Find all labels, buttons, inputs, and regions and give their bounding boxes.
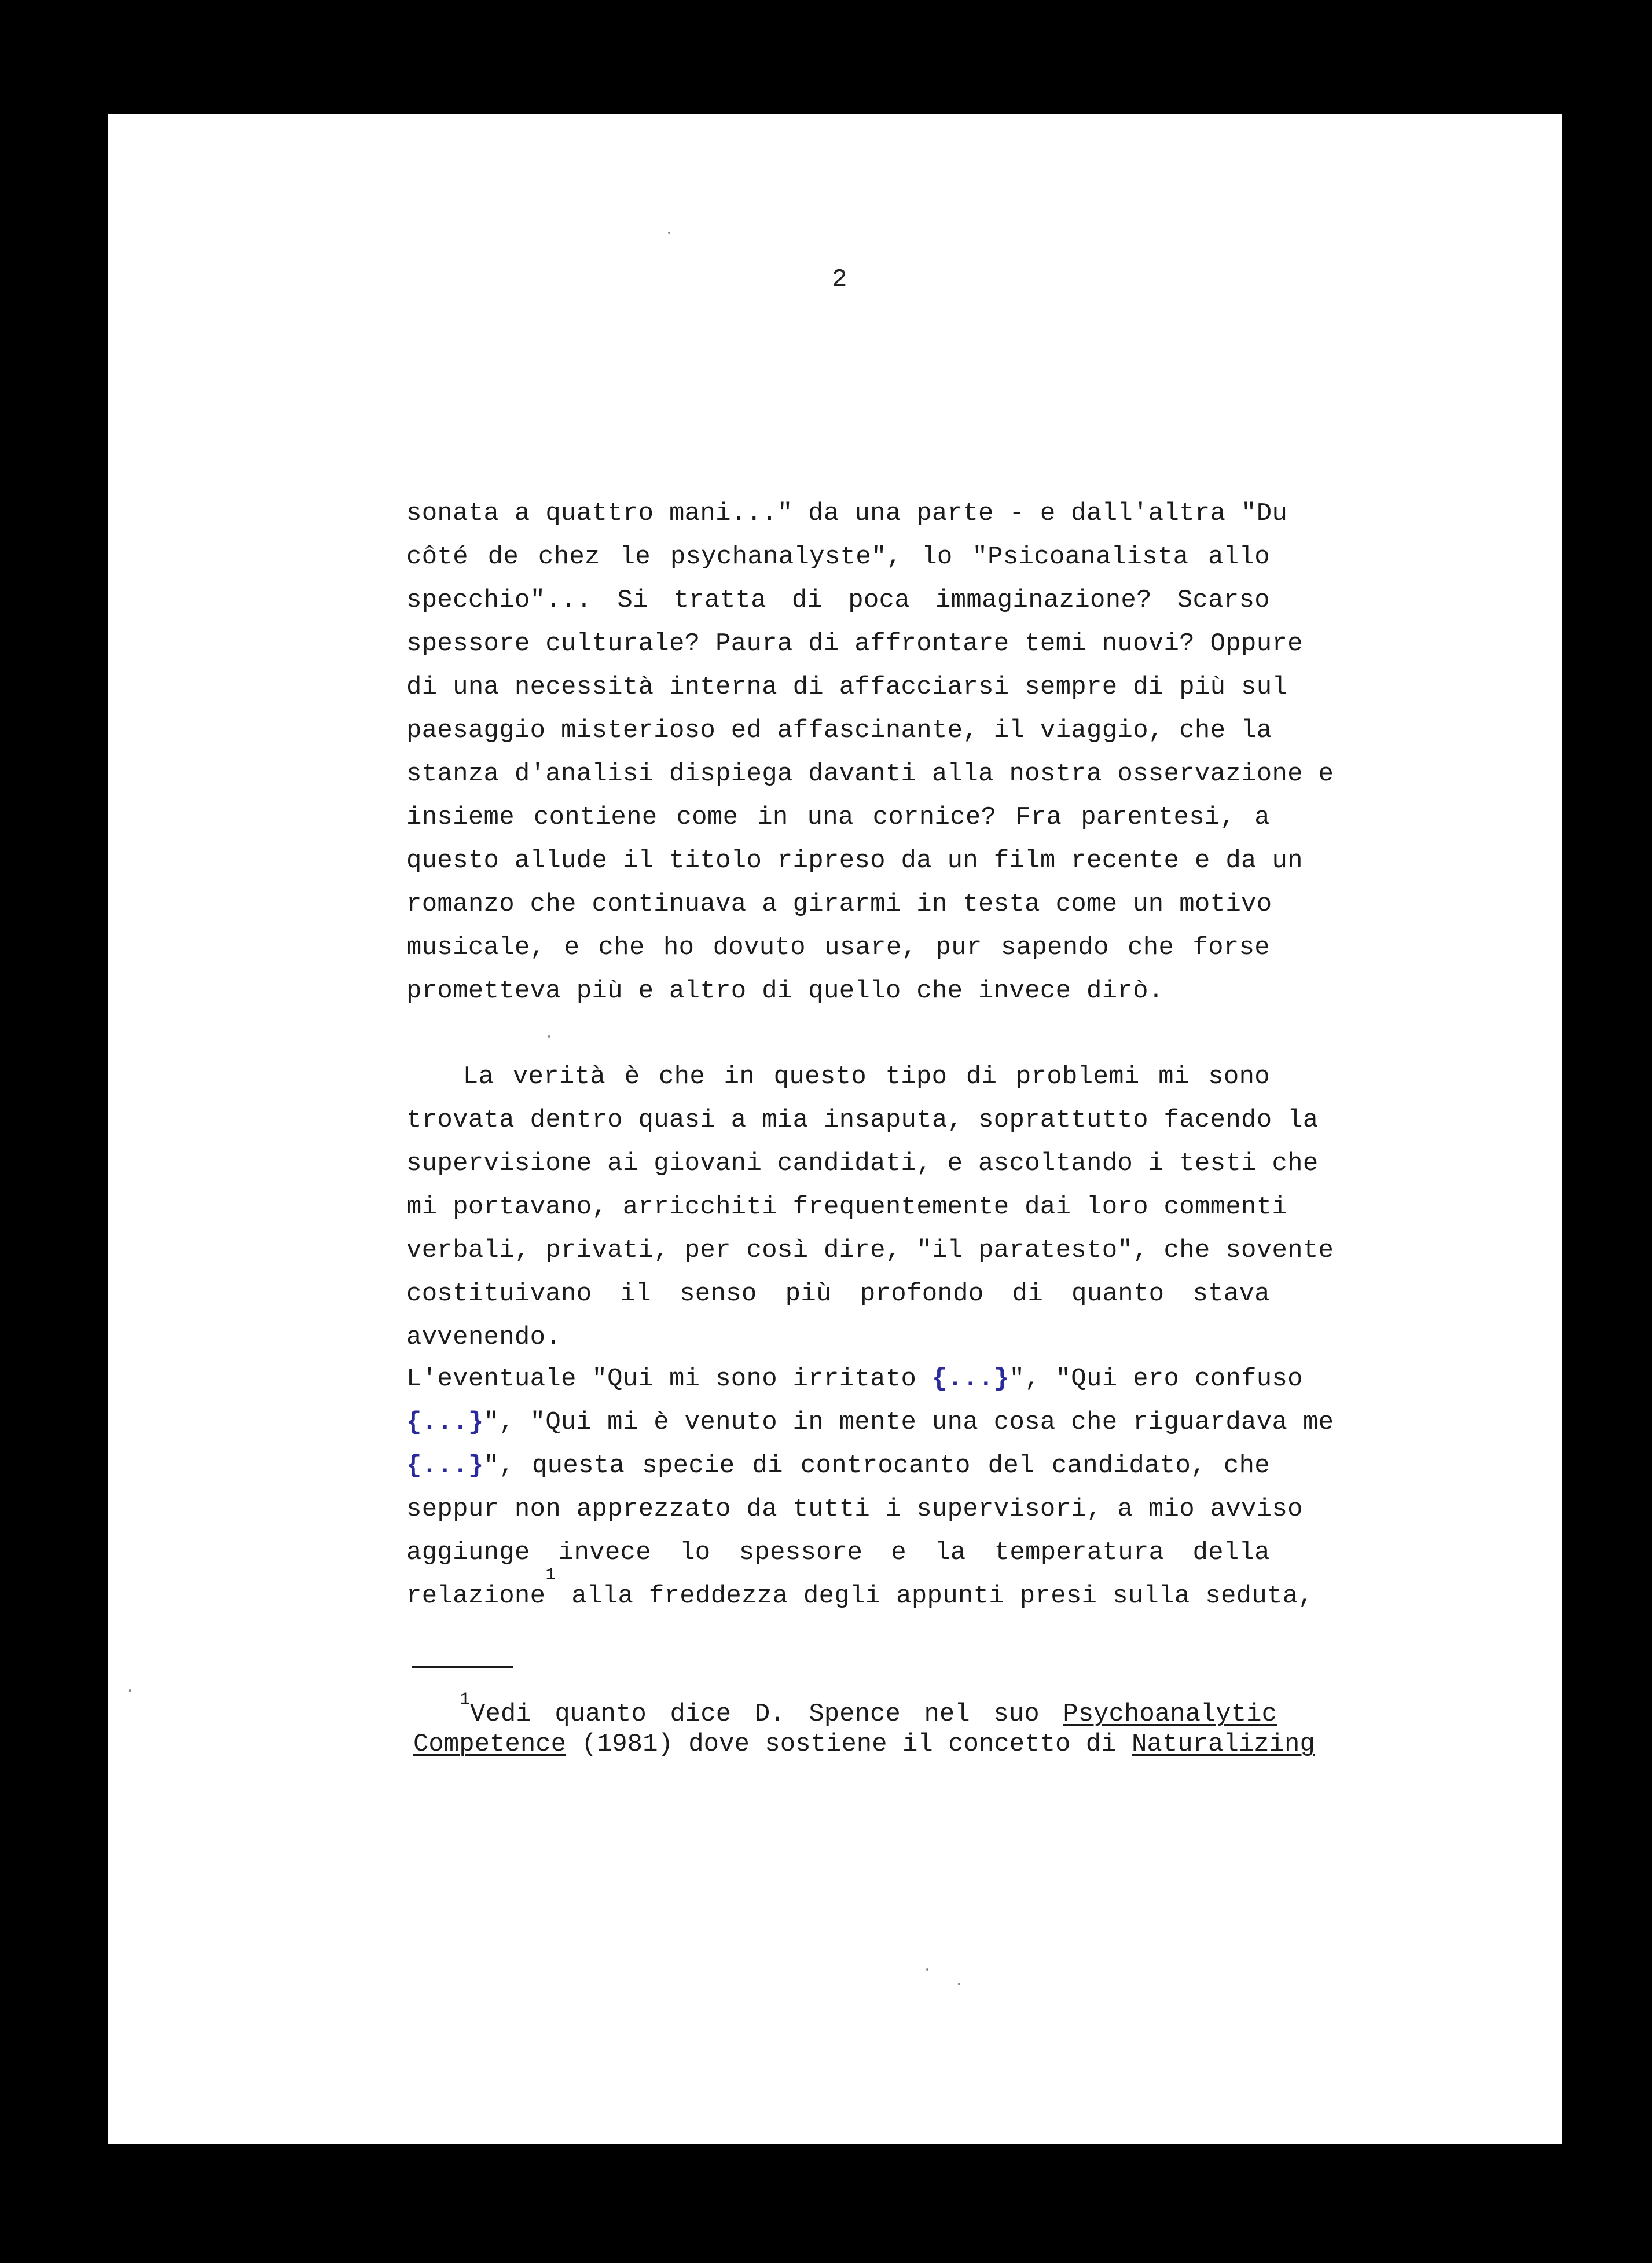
text-line: prometteva più e altro di quello che invece dirò. bbox=[406, 977, 1164, 1006]
text-line: spessore culturale? Paura di affrontare temi nuovi? Oppure bbox=[406, 629, 1303, 658]
text-line: questo allude il titolo ripreso da un film recente e da un bbox=[406, 846, 1303, 875]
text-segment: Vedi quanto dice D. Spence nel suo bbox=[470, 1700, 1063, 1729]
text-line bbox=[406, 1565, 1314, 1618]
text-line: mi portavano, arricchiti frequentemente dai loro commenti bbox=[406, 1193, 1288, 1222]
text-segment: ", "Qui mi è venuto in mente una cosa che riguardava me bbox=[483, 1408, 1334, 1437]
text-line: romanzo che continuava a girarmi in testa come un motivo bbox=[406, 890, 1272, 919]
text-line: stanza d'analisi dispiega davanti alla nostra osservazione e bbox=[406, 760, 1334, 788]
text-line: côté de chez le psychanalyste", lo "Psicoanalista allo bbox=[406, 542, 1270, 571]
paper-speck bbox=[958, 1983, 960, 1985]
text-segment: L'eventuale "Qui mi sono irritato bbox=[406, 1365, 932, 1393]
text-segment: ", "Qui ero confuso bbox=[1009, 1365, 1303, 1393]
paper-speck bbox=[129, 1689, 131, 1692]
footnote-separator bbox=[412, 1666, 513, 1668]
text-line bbox=[406, 1358, 1303, 1401]
handwritten-brace-mark: {...} bbox=[406, 1451, 484, 1480]
text-line: specchio"... Si tratta di poca immaginazione? Scarso bbox=[406, 586, 1270, 615]
text-segment: relazione bbox=[406, 1582, 546, 1611]
text-line: insieme contiene come in una cornice? Fra parentesi, a bbox=[406, 803, 1270, 832]
text-segment: (1981) dove sostiene il concetto di bbox=[566, 1730, 1132, 1759]
page-number: 2 bbox=[832, 265, 847, 294]
handwritten-brace-mark: {...} bbox=[931, 1365, 1009, 1393]
paper-speck bbox=[668, 232, 670, 234]
text-line: trovata dentro quasi a mia insaputa, soprattutto facendo la bbox=[406, 1106, 1319, 1135]
text-line: La verità è che in questo tipo di problemi mi sono bbox=[406, 1062, 1270, 1091]
footnote-line bbox=[413, 1690, 1277, 1729]
book-title: Psychoanalytic bbox=[1063, 1700, 1277, 1729]
text-line: aggiunge invece lo spessore e la temperatura della bbox=[406, 1538, 1270, 1567]
text-line: seppur non apprezzato da tutti i supervisori, a mio avviso bbox=[406, 1495, 1303, 1524]
paper-speck bbox=[548, 1035, 550, 1038]
concept-term: Naturalizing bbox=[1132, 1730, 1315, 1759]
paragraph-1 bbox=[406, 492, 1334, 1013]
footnote-marker: 1 bbox=[460, 1690, 471, 1710]
footnote-reference: 1 bbox=[545, 1565, 556, 1585]
paper-speck bbox=[926, 1968, 928, 1971]
text-line bbox=[406, 1444, 1270, 1488]
text-segment: ", questa specie di controcanto del candidato, che bbox=[483, 1451, 1270, 1480]
paragraph-2 bbox=[406, 1055, 1334, 1359]
text-line bbox=[406, 1401, 1334, 1444]
text-segment: alla freddezza degli appunti presi sulla seduta, bbox=[556, 1582, 1314, 1611]
text-line: paesaggio misterioso ed affascinante, il viaggio, che la bbox=[406, 716, 1272, 745]
text-line: supervisione ai giovani candidati, e ascoltando i testi che bbox=[406, 1149, 1319, 1178]
text-line: musicale, e che ho dovuto usare, pur sapendo che forse bbox=[406, 933, 1270, 962]
text-line: verbali, privati, per così dire, "il paratesto", che sovente bbox=[406, 1236, 1334, 1265]
book-title: Competence bbox=[413, 1730, 567, 1759]
text-line: costituivano il senso più profondo di quanto stava bbox=[406, 1279, 1270, 1308]
text-line: sonata a quattro mani..." da una parte - e dall'altra "Du bbox=[406, 499, 1288, 528]
handwritten-brace-mark: {...} bbox=[406, 1408, 484, 1437]
footnote bbox=[413, 1690, 1315, 1759]
footnote-line bbox=[413, 1729, 1315, 1759]
text-line: avvenendo. bbox=[406, 1323, 561, 1352]
paragraph-3 bbox=[406, 1358, 1334, 1618]
text-line: di una necessità interna di affacciarsi sempre di più sul bbox=[406, 673, 1288, 702]
